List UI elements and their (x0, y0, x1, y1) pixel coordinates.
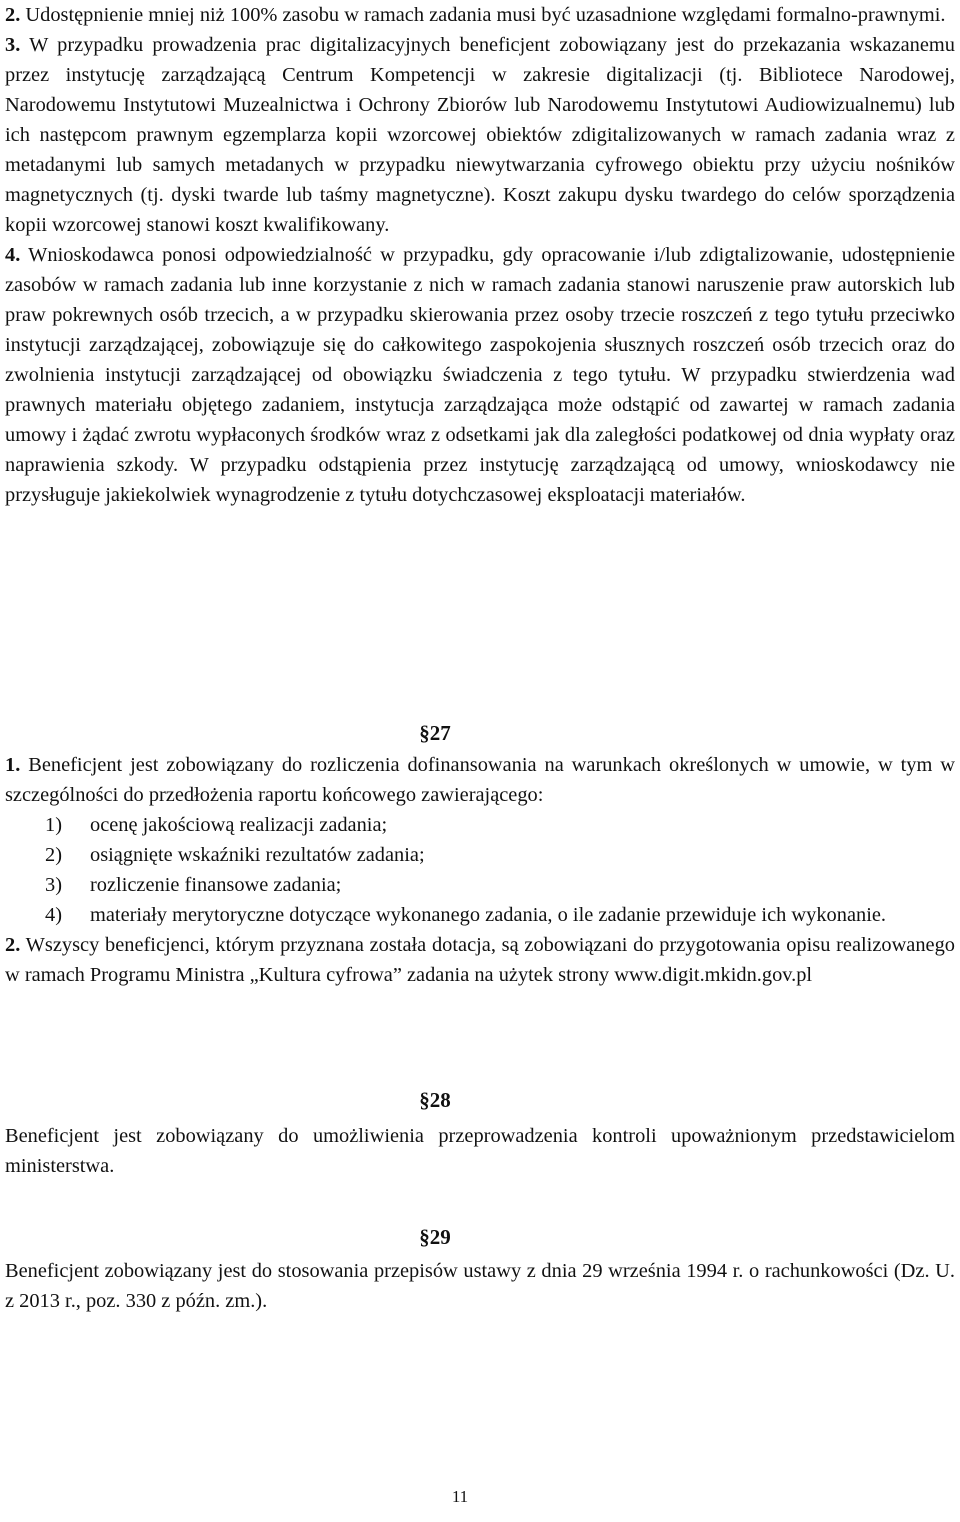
section-27-body (5, 750, 955, 990)
paragraph-27-1 (5, 750, 955, 810)
section-heading-27: §27 (419, 721, 451, 745)
list-item-text: ocenę jakościową realizacji zadania; (90, 814, 388, 836)
paragraph-number: 3. (5, 34, 21, 56)
section-28-body (5, 1121, 955, 1181)
section-29-body (5, 1256, 955, 1316)
paragraph-28: Beneficjent jest zobowiązany do umożliwienia przeprowadzenia kontroli upoważnionym przedstawicielom ministerstwa. (5, 1125, 955, 1177)
paragraph-text: Wszyscy beneficjenci, którym przyznana została dotacja, są zobowiązani do przygotowania opisu realizowanego w ramach Programu Ministra „Kultura cyfrowa” zadania na użytek strony www.digit.mkidn.gov.pl (5, 934, 955, 986)
paragraph-26-2 (5, 0, 955, 30)
list-item (5, 810, 955, 840)
report-contents-list (5, 810, 955, 930)
list-marker: 1) (45, 814, 62, 836)
paragraph-27-2 (5, 930, 955, 990)
page-number: 11 (451, 1487, 469, 1506)
list-marker: 4) (45, 904, 62, 926)
list-item-text: materiały merytoryczne dotyczące wykonanego zadania, o ile zadanie przewiduje ich wykonanie. (90, 904, 887, 926)
list-item-text: rozliczenie finansowe zadania; (90, 874, 342, 896)
paragraph-number: 2. (5, 4, 21, 26)
section-heading-29: §29 (419, 1225, 451, 1249)
paragraph-number: 1. (5, 754, 21, 776)
paragraph-text: Wnioskodawca ponosi odpowiedzialność w przypadku, gdy opracowanie i/lub zdigtalizowanie, udostępnienie zasobów w ramach zadania lub inne korzystanie z nich w ramach zadania stanowi naruszenie praw autorskich lub praw pokrewnych osób trzecich, a w przypadku skierowania przez osoby trzecie roszczeń z tego tytułu przeciwko instytucji zarządzającej, zobowiązuje się do całkowitego zaspokojenia słusznych roszczeń osób trzecich oraz do zwolnienia instytucji zarządzającej od obowiązku świadczenia z tego tytułu. W przypadku stwierdzenia wad prawnych materiału objętego zadaniem, instytucja zarządzająca może odstąpić od zawartej w ramach zadania umowy i żądać zwrotu wypłaconych środków wraz z odsetkami jak dla zaległości podatkowej od dnia wypłaty oraz naprawienia szkody. W przypadku odstąpienia przez instytucję zarządzającą od umowy, wnioskodawcy nie przysługuje jakiekolwiek wynagrodzenie z tytułu dotychczasowej eksploatacji materiałów. (5, 244, 955, 506)
paragraph-26-3 (5, 30, 955, 240)
section-26-points (5, 0, 955, 510)
section-heading-28: §28 (419, 1088, 451, 1112)
paragraph-text: Udostępnienie mniej niż 100% zasobu w ramach zadania musi być uzasadnione względami formalno-prawnymi. (25, 4, 946, 26)
list-item (5, 900, 955, 930)
list-item (5, 840, 955, 870)
list-marker: 2) (45, 844, 62, 866)
paragraph-text: W przypadku prowadzenia prac digitalizacyjnych beneficjent zobowiązany jest do przekazania wskazanemu przez instytucję zarządzającą Centrum Kompetencji w zakresie digitalizacji (tj. Bibliotece Narodowej, Narodowemu Instytutowi Muzealnictwa i Ochrony Zbiorów lub Narodowemu Instytutowi Audiowizualnemu) lub ich następcom prawnym egzemplarza kopii wzorcowej obiektów zdigitalizowanych w ramach zadania wraz z metadanymi lub samych metadanych w przypadku niewytwarzania cyfrowego obiektu przy użyciu nośników magnetycznych (tj. dyski twarde lub taśmy magnetyczne). Koszt zakupu dysku twardego do celów sporządzenia kopii wzorcowej stanowi koszt kwalifikowany. (5, 34, 955, 236)
list-marker: 3) (45, 874, 62, 896)
paragraph-29: Beneficjent zobowiązany jest do stosowania przepisów ustawy z dnia 29 września 1994 r. o rachunkowości (Dz. U. z 2013 r., poz. 330 z późn. zm.). (5, 1260, 955, 1312)
list-item-text: osiągnięte wskaźniki rezultatów zadania; (90, 844, 425, 866)
paragraph-number: 4. (5, 244, 21, 266)
paragraph-number: 2. (5, 934, 21, 956)
paragraph-text: Beneficjent jest zobowiązany do rozliczenia dofinansowania na warunkach określonych w umowie, w tym w szczególności do przedłożenia raportu końcowego zawierającego: (5, 754, 955, 806)
list-item (5, 870, 955, 900)
paragraph-26-4 (5, 240, 955, 510)
